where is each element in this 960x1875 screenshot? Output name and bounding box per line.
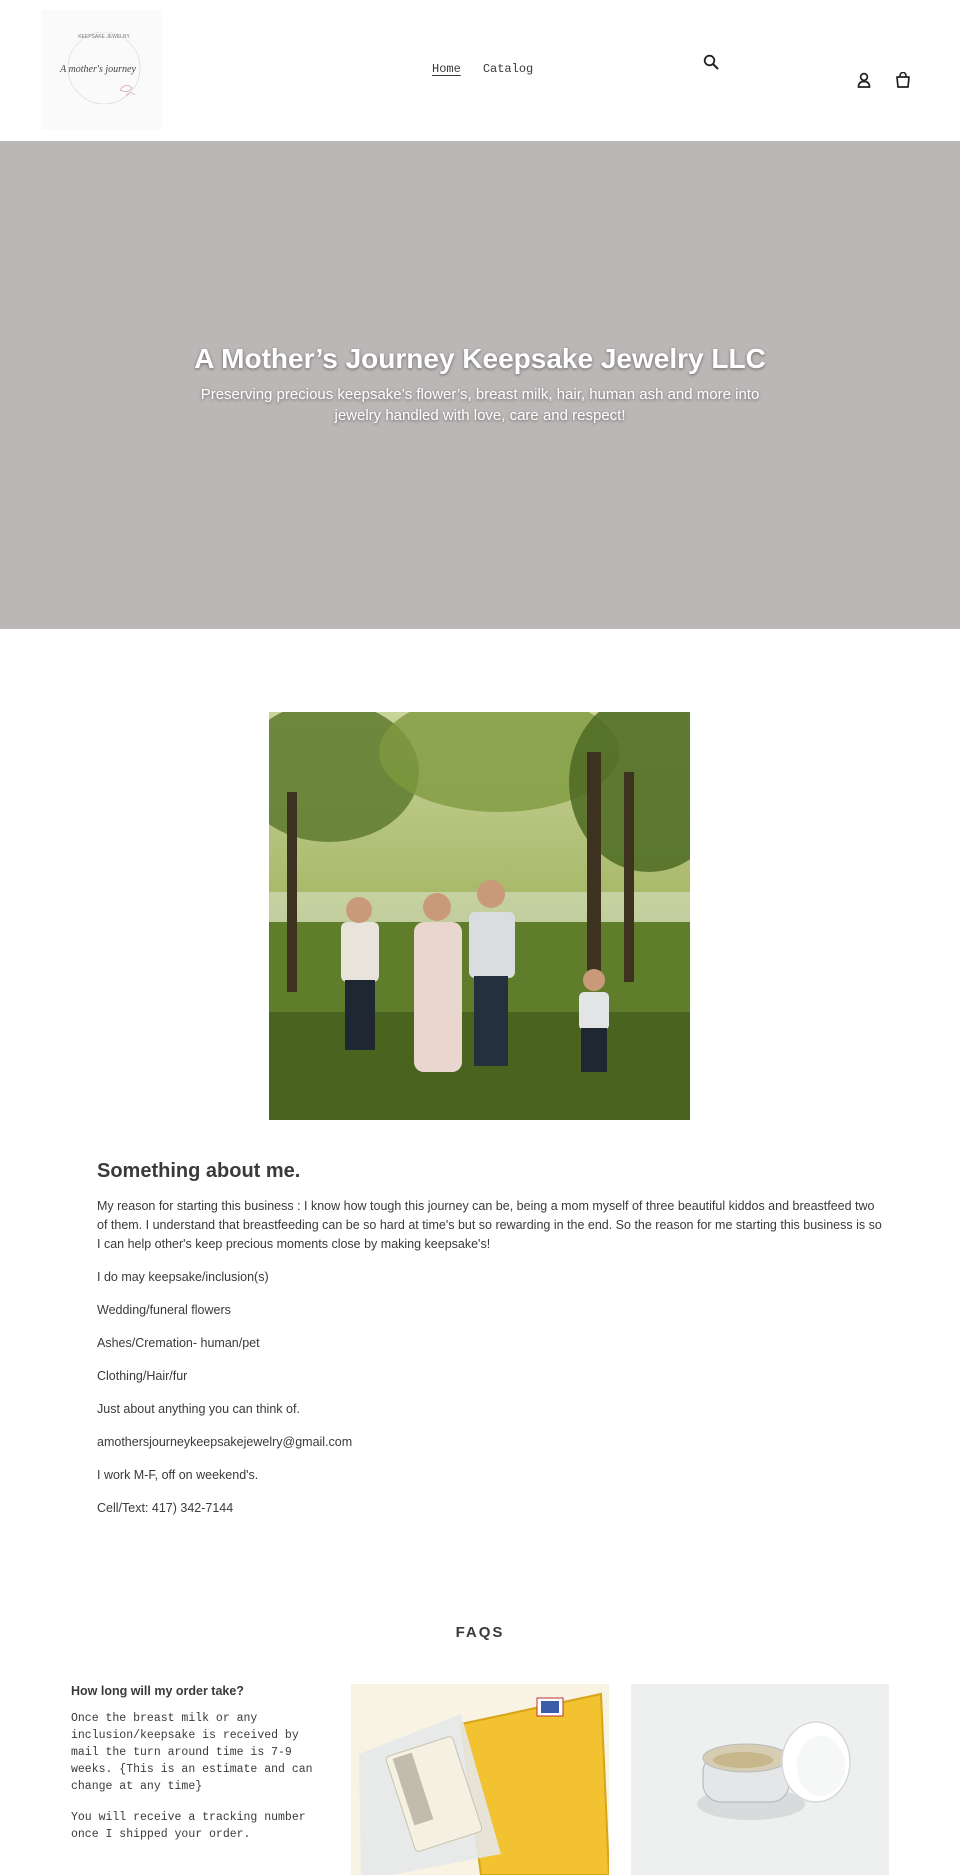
family-photo-image: [269, 712, 690, 1120]
store-logo[interactable]: [42, 10, 162, 130]
svg-text:A mother's journey: A mother's journey: [60, 64, 136, 75]
about-section: [97, 1160, 887, 1532]
nav-home-link[interactable]: Home: [432, 62, 461, 76]
cart-button[interactable]: [892, 69, 914, 91]
about-paragraph: My reason for starting this business : I know how tough this journey can be, being a mom myself of three beautiful kiddos and breastfeed two of them. I understand that breastfeeding can be so hard at time's but so rewarding in the end. So the reason for me starting this business is so I can help other's keep precious moments close by making keepsake's!: [97, 1199, 882, 1251]
faq-image-envelope: [351, 1684, 609, 1875]
faq-image-jar: [631, 1684, 889, 1875]
keepsake-jar-image: [631, 1684, 889, 1875]
about-paragraph: Ashes/Cremation- human/pet: [97, 1336, 260, 1350]
faq-answer: You will receive a tracking number once I shipped your order.: [71, 1811, 306, 1841]
account-button[interactable]: [853, 69, 875, 91]
about-paragraph: Just about anything you can think of.: [97, 1402, 300, 1416]
hero-subtitle: Preserving precious keepsake’s flower’s, breast milk, hair, human ash and more into jewelry handled with love, care and respect!: [200, 386, 760, 424]
about-paragraph: I work M-F, off on weekend's.: [97, 1468, 259, 1482]
logo-image: [42, 10, 162, 130]
search-icon: [703, 54, 719, 70]
contact-email: amothersjourneykeepsakejewelry@gmail.com: [97, 1435, 353, 1449]
cart-icon: [895, 72, 911, 88]
account-icon: [857, 72, 871, 88]
hero-banner: [0, 141, 960, 629]
about-paragraph: I do may keepsake/inclusion(s): [97, 1270, 269, 1284]
hero-title: A Mother’s Journey Keepsake Jewelry LLC: [194, 343, 766, 374]
envelope-package-image: [351, 1684, 609, 1875]
about-heading: Something about me.: [97, 1160, 301, 1182]
site-header: [0, 0, 960, 141]
faq-answer: Once the breast milk or any inclusion/keepsake is received by mail the turn around time is 7-9 weeks. {This is an estimate and can change at any time}: [71, 1712, 313, 1793]
main-nav: [432, 62, 533, 76]
svg-text:KEEPSAKE JEWELRY: KEEPSAKE JEWELRY: [78, 34, 130, 40]
faq-question: How long will my order take?: [71, 1684, 244, 1698]
nav-catalog-link[interactable]: Catalog: [482, 62, 534, 76]
faq-heading: FAQS: [455, 1624, 505, 1641]
search-button[interactable]: [700, 51, 722, 73]
faq-item: [71, 1684, 329, 1857]
about-paragraph: Clothing/Hair/fur: [97, 1369, 188, 1383]
family-photo: [269, 712, 690, 1120]
about-paragraph: Wedding/funeral flowers: [97, 1303, 231, 1317]
contact-phone: Cell/Text: 417) 342-7144: [97, 1501, 234, 1515]
